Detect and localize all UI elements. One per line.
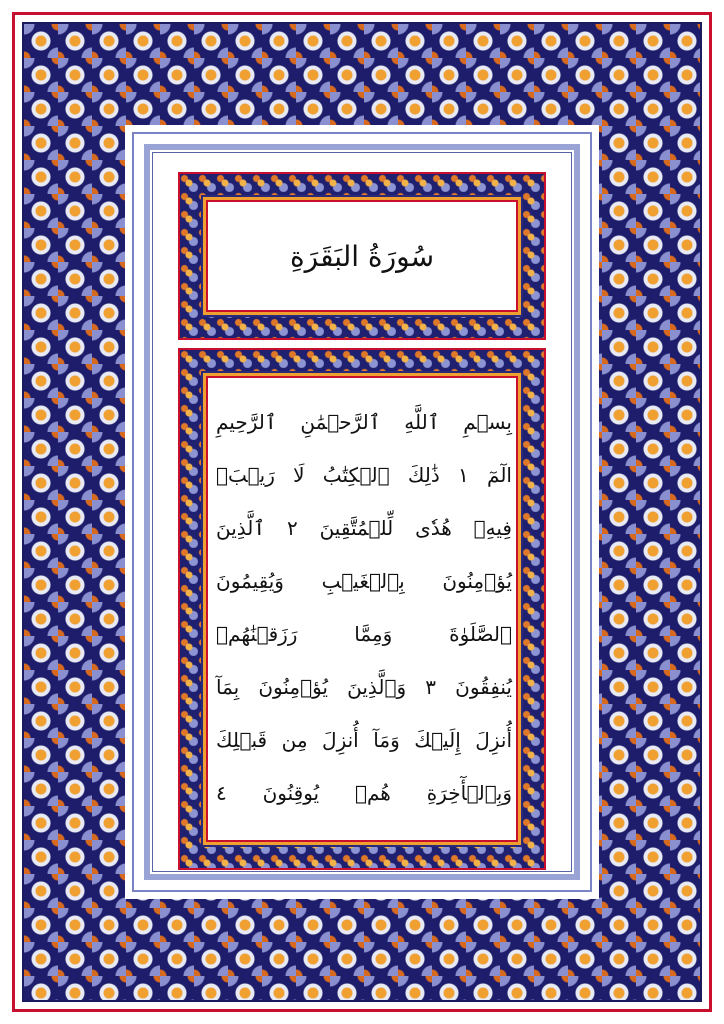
text-panel [178,348,546,870]
title-panel [178,172,546,340]
text-box [206,376,518,842]
verse-line-6: يُنفِقُونَ ٣ وَٱلَّذِينَ يُؤۡمِنُونَ بِمَآ [216,675,512,699]
verse-line-1: بِسۡمِ ٱللَّهِ ٱلرَّحۡمَٰنِ ٱلرَّحِيمِ [216,410,512,434]
verse-line-7: أُنزِلَ إِلَيۡكَ وَمَآ أُنزِلَ مِن قَبۡلِكَ [216,728,512,752]
verse-text [216,396,512,820]
verse-line-2: الٓمٓ ١ ذَٰلِكَ ٱلۡكِتَٰبُ لَا رَيۡبَۛ [216,463,512,487]
verse-line-4: يُؤۡمِنُونَ بِٱلۡغَيۡبِ وَيُقِيمُونَ [216,569,512,593]
surah-title: سُورَةُ البَقَرَةِ [289,239,435,273]
verse-line-8: وَبِٱلۡأٓخِرَةِ هُمۡ يُوقِنُونَ ٤ [216,781,512,805]
verse-line-5: ٱلصَّلَوٰةَ وَمِمَّا رَزَقۡنَٰهُمۡ [216,622,512,646]
title-box [206,200,518,312]
verse-line-3: فِيهِۛ هُدٗى لِّلۡمُتَّقِينَ ٢ ٱلَّذِينَ [216,516,512,540]
